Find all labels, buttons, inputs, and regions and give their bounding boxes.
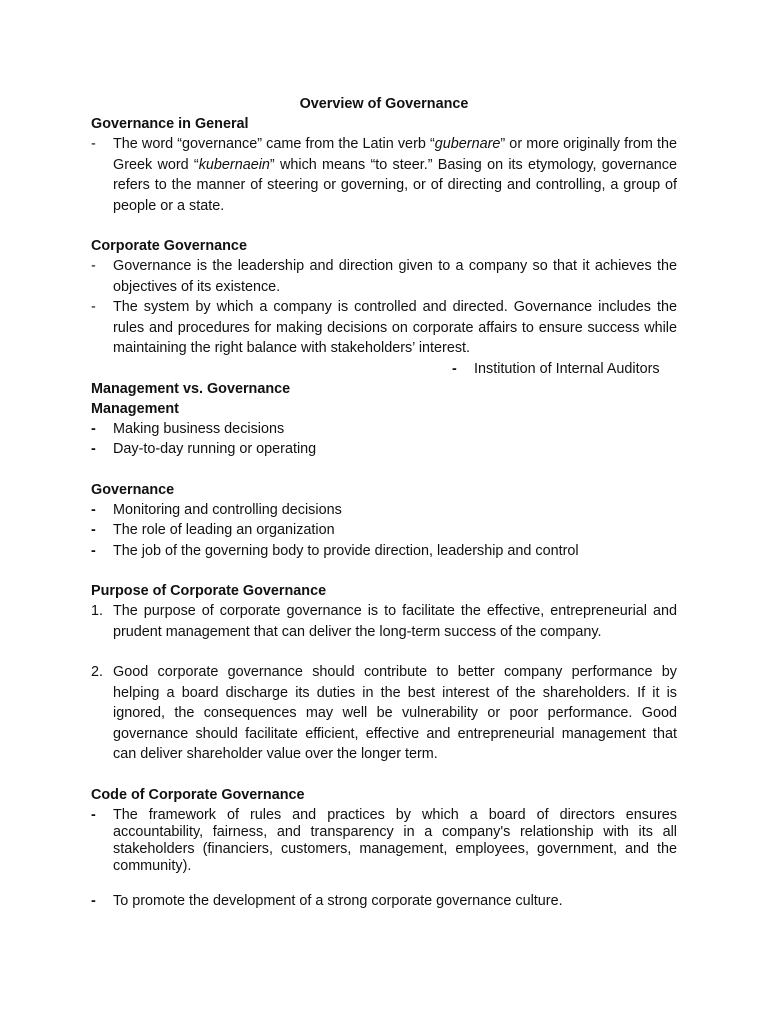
subheading-management: Management bbox=[91, 400, 179, 417]
list-bullet: - bbox=[91, 892, 96, 909]
section-heading-management-vs-governance: Management vs. Governance bbox=[91, 380, 291, 397]
list-item bbox=[91, 439, 677, 460]
attribution-bullet: - bbox=[452, 360, 457, 377]
list-bullet: - bbox=[91, 136, 96, 152]
document-title: Overview of Governance bbox=[299, 96, 469, 112]
list-bullet: - bbox=[91, 522, 96, 538]
list-number: 2. bbox=[91, 664, 104, 680]
greek-term: kubernaein bbox=[198, 156, 270, 173]
list-item bbox=[91, 297, 677, 359]
item-text: Making business decisions bbox=[113, 420, 285, 437]
attribution bbox=[91, 359, 677, 379]
attribution-text: Institution of Internal Auditors bbox=[474, 360, 660, 377]
list-item bbox=[91, 541, 677, 562]
list-number: 1. bbox=[91, 603, 104, 619]
item-text: Governance is the leadership and direction given to a company so that it achieves the objectives of its existence. bbox=[113, 258, 677, 295]
section-heading-corporate-governance: Corporate Governance bbox=[91, 238, 247, 254]
item-text: The purpose of corporate governance is to facilitate the effective, entrepreneurial and prudent management that can deliver the long-term success of the company. bbox=[113, 603, 677, 640]
list-bullet: - bbox=[91, 542, 96, 559]
list-bullet: - bbox=[91, 420, 96, 437]
list-item bbox=[91, 807, 677, 875]
list-bullet: - bbox=[91, 299, 96, 315]
item-text: The framework of rules and practices by which a board of directors ensures accountability, fairness, and transparency in a company's relationship with its all stakeholders (financiers, customers, management, employees, government, and the community). bbox=[113, 806, 677, 874]
item-text: Day-to-day running or operating bbox=[113, 441, 317, 457]
list-bullet: - bbox=[91, 501, 96, 518]
item-text: ” which means “to steer.” Basing on its etymology, governance refers to the manner of steering or governing, or of directing and controlling, a group of people or a state. bbox=[113, 156, 677, 214]
list-item bbox=[91, 256, 677, 297]
item-text: The word “governance” came from the Latin verb “ bbox=[113, 136, 435, 152]
document-page bbox=[91, 94, 677, 910]
list-bullet: - bbox=[91, 258, 96, 274]
list-item bbox=[91, 419, 677, 440]
latin-term: gubernare bbox=[434, 136, 501, 152]
list-item bbox=[91, 500, 677, 521]
numbered-item bbox=[91, 601, 677, 642]
item-text: Good corporate governance should contribute to better company performance by helping a board discharge its duties in the best interest of the shareholders. If it is ignored, the consequences may well be vulnerability or poor performance. Good governance should facilitate efficient, effective and entrepreneurial management that can deliver shareholder value over the longer term. bbox=[113, 664, 677, 762]
item-text: ” or more originally from the Greek word “ bbox=[113, 136, 677, 173]
item-text: The job of the governing body to provide direction, leadership and control bbox=[113, 542, 579, 559]
list-bullet: - bbox=[91, 441, 96, 457]
subheading-governance: Governance bbox=[91, 481, 175, 498]
list-item bbox=[91, 134, 677, 216]
list-item bbox=[91, 520, 677, 541]
numbered-item bbox=[91, 662, 677, 765]
section-heading-code: Code of Corporate Governance bbox=[91, 786, 305, 803]
list-bullet: - bbox=[91, 806, 96, 823]
section-heading-purpose: Purpose of Corporate Governance bbox=[91, 583, 327, 599]
item-text: Monitoring and controlling decisions bbox=[113, 501, 342, 518]
item-text: To promote the development of a strong corporate governance culture. bbox=[113, 892, 563, 909]
list-item bbox=[91, 893, 677, 910]
item-text: The role of leading an organization bbox=[113, 522, 335, 538]
section-heading-governance-general: Governance in General bbox=[91, 116, 249, 132]
item-text: The system by which a company is controlled and directed. Governance includes the rules and procedures for making decisions on corporate affairs to ensure success while maintaining the right balance with stakeholders’ interest. bbox=[113, 299, 677, 356]
